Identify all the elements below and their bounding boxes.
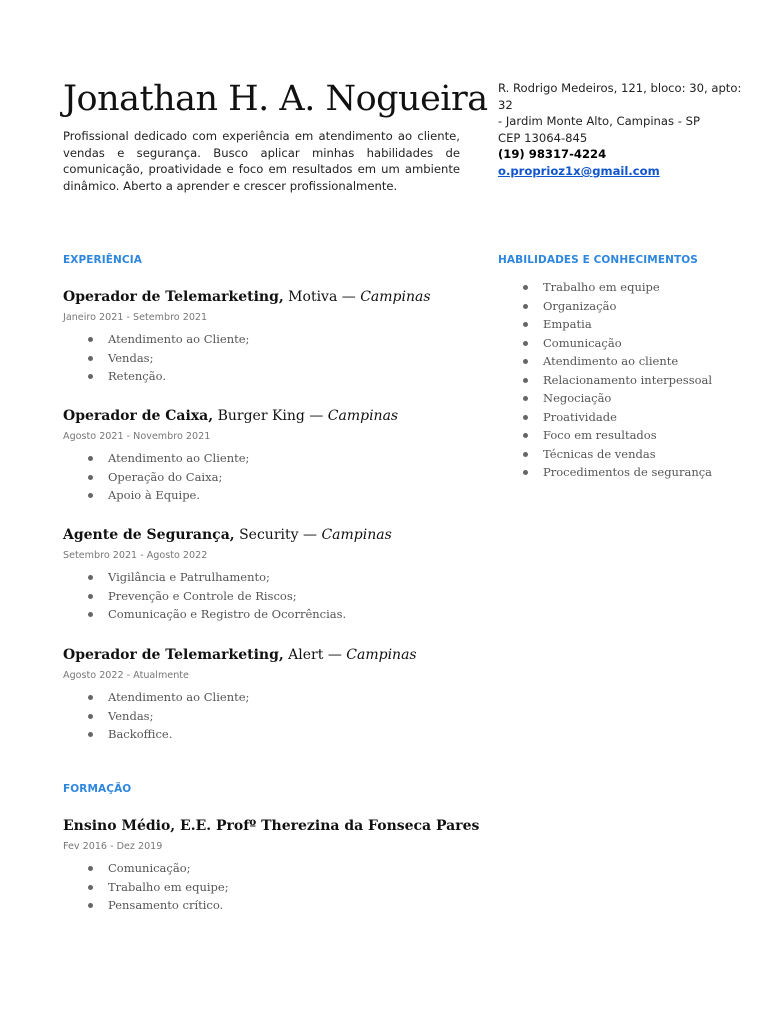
job-company: Motiva —: [283, 289, 361, 305]
skill-item: Relacionamento interpessoal: [498, 371, 748, 390]
phone-number: (19) 98317-4224: [498, 147, 607, 162]
list-item: Vendas;: [63, 349, 463, 368]
job-entry: [63, 646, 463, 744]
skill-item: Empatia: [498, 315, 748, 334]
contact-block: [498, 80, 748, 180]
degree-name: Ensino Médio, E.E. Profº Therezina da Fonseca Pares: [63, 818, 480, 834]
job-role: Operador de Telemarketing,: [63, 647, 284, 663]
job-company: Security —: [234, 527, 322, 543]
address-line-1: R. Rodrigo Medeiros, 121, bloco: 30, apto: 32: [498, 81, 742, 112]
job-company: Alert —: [283, 647, 347, 663]
list-item: Vendas;: [63, 707, 463, 726]
skill-item: Atendimento ao cliente: [498, 352, 748, 371]
job-location: Campinas: [327, 408, 399, 424]
job-entry: [63, 288, 463, 386]
skill-item: Organização: [498, 297, 748, 316]
skill-item: Proatividade: [498, 408, 748, 427]
job-dates: Janeiro 2021 - Setembro 2021: [63, 312, 208, 323]
skill-item: Técnicas de vendas: [498, 445, 748, 464]
experience-section-title: EXPERIÊNCIA: [63, 254, 142, 266]
list-item: Backoffice.: [63, 725, 463, 744]
list-item: Prevenção e Controle de Riscos;: [63, 587, 463, 606]
job-title: [63, 526, 463, 544]
education-entry: [63, 817, 480, 915]
skill-item: Trabalho em equipe: [498, 278, 748, 297]
job-role: Operador de Caixa,: [63, 408, 214, 424]
skills-list: [498, 278, 748, 482]
job-duties: [63, 449, 463, 505]
list-item: Atendimento ao Cliente;: [63, 688, 463, 707]
education-skills: [63, 859, 463, 915]
job-role: Agente de Segurança,: [63, 527, 235, 543]
postal-code: CEP 13064-845: [498, 130, 588, 145]
job-dates: Setembro 2021 - Agosto 2022: [63, 550, 208, 561]
professional-summary: Profissional dedicado com experiência em atendimento ao cliente, vendas e segurança. Busco aplicar minhas habilidades de comunicação, proatividade e foco em resultados em um ambiente dinâmico. Aberto a aprender e crescer profissionalmente.: [63, 129, 460, 193]
email-link[interactable]: o.proprioz1x@gmail.com: [498, 163, 660, 178]
list-item: Comunicação e Registro de Ocorrências.: [63, 605, 463, 624]
job-dates: Agosto 2021 - Novembro 2021: [63, 431, 211, 442]
skill-item: Comunicação: [498, 334, 748, 353]
education-section-title: FORMAÇÃO: [63, 783, 132, 795]
job-duties: [63, 568, 463, 624]
job-duties: [63, 330, 463, 386]
job-location: Campinas: [346, 647, 417, 663]
list-item: Vigilância e Patrulhamento;: [63, 568, 463, 587]
list-item: Operação do Caixa;: [63, 468, 463, 487]
job-role: Operador de Telemarketing,: [63, 289, 284, 305]
skills-list-container: [498, 272, 748, 482]
address-line-2: - Jardim Monte Alto, Campinas - SP: [498, 114, 700, 129]
job-location: Campinas: [360, 289, 431, 305]
job-duties: [63, 688, 463, 744]
skills-section-title: HABILIDADES E CONHECIMENTOS: [498, 254, 698, 266]
list-item: Apoio à Equipe.: [63, 486, 463, 505]
list-item: Retenção.: [63, 367, 463, 386]
list-item: Trabalho em equipe;: [63, 878, 463, 897]
job-location: Campinas: [321, 527, 392, 543]
job-entry: [63, 407, 463, 505]
job-entry: [63, 526, 463, 624]
list-item: Atendimento ao Cliente;: [63, 449, 463, 468]
skill-item: Procedimentos de segurança: [498, 463, 748, 482]
job-dates: Agosto 2022 - Atualmente: [63, 670, 189, 681]
education-dates: Fev 2016 - Dez 2019: [63, 841, 163, 852]
job-title: [63, 288, 463, 306]
skill-item: Foco em resultados: [498, 426, 748, 445]
education-degree: [63, 817, 480, 835]
candidate-name: Jonathan H. A. Nogueira: [63, 79, 488, 119]
job-title: [63, 646, 463, 664]
list-item: Comunicação;: [63, 859, 463, 878]
list-item: Pensamento crítico.: [63, 896, 463, 915]
job-title: [63, 407, 463, 425]
list-item: Atendimento ao Cliente;: [63, 330, 463, 349]
skill-item: Negociação: [498, 389, 748, 408]
job-company: Burger King —: [213, 408, 328, 424]
